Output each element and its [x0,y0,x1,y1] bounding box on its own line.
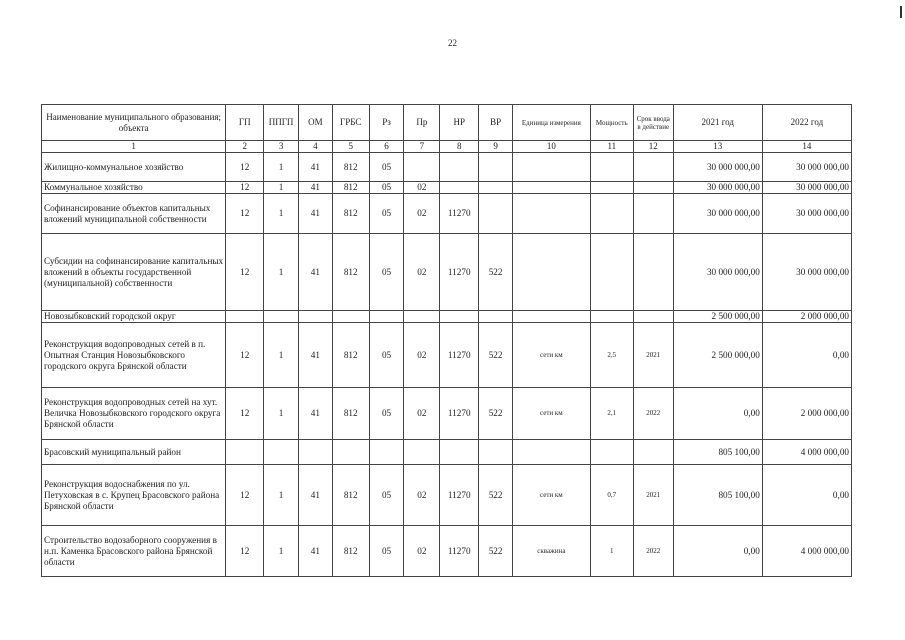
table-cell: 41 [299,388,333,440]
table-cell: 41 [299,465,333,526]
page-number: 22 [448,38,457,48]
header-cell: ГРБС [332,105,369,141]
table-cell [633,440,673,465]
table-cell: 812 [332,323,369,388]
table-cell [512,194,590,234]
row-name-cell: Новозыбковский городской округ [42,311,226,323]
table-cell: сети км [512,465,590,526]
header-cell: Пр [404,105,440,141]
header-cell: ГП [226,105,264,141]
table-cell: 1 [264,388,299,440]
table-cell: 12 [226,526,264,577]
table-cell: 1 [590,526,633,577]
table-cell: 2,1 [590,388,633,440]
table-cell: 812 [332,526,369,577]
column-number-row [42,141,852,153]
table-cell [512,234,590,311]
row-name-cell: Реконструкция водоснабжения по ул. Петуховская в с. Крупец Брасовского района Брянской области [42,465,226,526]
table-cell: 0,00 [762,465,851,526]
row-name-cell: Реконструкция водопроводных сетей на хут. Величка Новозыбковского городского округа Брянской области [42,388,226,440]
table-cell: 1 [264,526,299,577]
table-cell: 812 [332,465,369,526]
table-cell [369,440,404,465]
table-cell: 05 [369,234,404,311]
table-cell: 2022 [633,526,673,577]
table-cell [590,440,633,465]
header-cell: Мощность [590,105,633,141]
table-cell: 30 000 000,00 [673,153,762,182]
table-cell: 41 [299,526,333,577]
table-cell: 2 500 000,00 [673,311,762,323]
table-cell: 812 [332,153,369,182]
table-cell: 30 000 000,00 [673,194,762,234]
table-cell: 0,00 [673,526,762,577]
header-cell: 2021 год [673,105,762,141]
column-number-cell: 4 [299,141,333,153]
table-cell [299,440,333,465]
table-cell: 05 [369,388,404,440]
table-cell: 522 [479,526,513,577]
table-cell [479,311,513,323]
header-cell: Наименование муниципального образования; объекта [42,105,226,141]
table-cell: 11270 [440,234,479,311]
table-cell: 805 100,00 [673,465,762,526]
table-cell: 02 [404,388,440,440]
table-cell: 12 [226,182,264,194]
table-cell [590,311,633,323]
header-cell: Срок ввода в действие [633,105,673,141]
row-name-cell: Брасовский муниципальный район [42,440,226,465]
table-cell: 02 [404,182,440,194]
table-cell [440,153,479,182]
column-number-cell: 8 [440,141,479,153]
table-cell [512,153,590,182]
column-number-cell: 1 [42,141,226,153]
table-cell [590,234,633,311]
table-row [42,311,852,323]
column-number-cell: 14 [762,141,851,153]
table-cell: 30 000 000,00 [762,182,851,194]
table-row [42,182,852,194]
page-edge-mark [900,6,902,18]
table-cell [479,194,513,234]
row-name-cell: Субсидии на софинансирование капитальных вложений в объекты государственной (муниципальной) собственности [42,234,226,311]
table-cell: 02 [404,194,440,234]
table-cell: 12 [226,234,264,311]
table-cell: 02 [404,526,440,577]
table-cell: 522 [479,465,513,526]
table-cell: 05 [369,182,404,194]
table-cell [226,440,264,465]
header-cell: ВР [479,105,513,141]
table-cell: 05 [369,323,404,388]
table-cell: сети км [512,323,590,388]
table-cell [633,234,673,311]
table-cell [633,311,673,323]
header-cell: Рз [369,105,404,141]
table-cell: 41 [299,323,333,388]
table-cell [404,311,440,323]
table-cell: сети км [512,388,590,440]
table-cell: 05 [369,526,404,577]
table-cell: 12 [226,194,264,234]
table-cell: 2022 [633,388,673,440]
table-cell: 1 [264,323,299,388]
table-cell: 4 000 000,00 [762,526,851,577]
table-cell: 1 [264,153,299,182]
table-cell: 1 [264,234,299,311]
column-number-cell: 2 [226,141,264,153]
row-name-cell: Реконструкция водопроводных сетей в п. Опытная Станция Новозыбковского городского округа Брянской области [42,323,226,388]
table-cell: 11270 [440,526,479,577]
table-cell [479,440,513,465]
table-cell [512,311,590,323]
table-cell [369,311,404,323]
column-number-cell: 6 [369,141,404,153]
table-cell [299,311,333,323]
table-cell: 11270 [440,465,479,526]
table-cell: 1 [264,182,299,194]
table-cell: 2 000 000,00 [762,388,851,440]
table-cell: 0,7 [590,465,633,526]
table-cell: 02 [404,323,440,388]
column-number-cell: 13 [673,141,762,153]
table-cell: 11270 [440,194,479,234]
header-cell: ОМ [299,105,333,141]
table-cell [440,440,479,465]
table-cell: 41 [299,153,333,182]
table-cell [590,153,633,182]
budget-table [41,104,852,577]
table-cell [332,311,369,323]
table-cell [590,182,633,194]
table-cell: 12 [226,323,264,388]
column-number-cell: 3 [264,141,299,153]
table-cell: 12 [226,388,264,440]
table-row [42,194,852,234]
header-cell: ППГП [264,105,299,141]
table-cell: 2021 [633,465,673,526]
table-cell [440,311,479,323]
table-cell: 522 [479,234,513,311]
table-cell: 11270 [440,323,479,388]
table-cell: 41 [299,194,333,234]
table-cell: 30 000 000,00 [762,194,851,234]
table-cell: 30 000 000,00 [762,153,851,182]
table-cell: 30 000 000,00 [673,182,762,194]
table-row [42,526,852,577]
column-number-cell: 5 [332,141,369,153]
table-cell: 812 [332,182,369,194]
table-cell: 812 [332,234,369,311]
table-cell: 2 000 000,00 [762,311,851,323]
table-cell [264,440,299,465]
header-cell: НР [440,105,479,141]
table-cell: 30 000 000,00 [673,234,762,311]
table-cell: 12 [226,465,264,526]
row-name-cell: Софинансирование объектов капитальных вложений муниципальной собственности [42,194,226,234]
table-cell [512,440,590,465]
table-cell: 11270 [440,388,479,440]
table-cell: 812 [332,194,369,234]
header-cell: 2022 год [762,105,851,141]
column-number-cell: 12 [633,141,673,153]
header-row [42,105,852,141]
table-cell: 4 000 000,00 [762,440,851,465]
table-cell: 0,00 [762,323,851,388]
table-cell [404,440,440,465]
header-cell: Единица измерения [512,105,590,141]
table-cell [633,153,673,182]
table-cell: 812 [332,388,369,440]
table-cell [479,182,513,194]
column-number-cell: 10 [512,141,590,153]
table-cell [633,182,673,194]
table-cell: 02 [404,465,440,526]
table-row [42,440,852,465]
table-cell: 30 000 000,00 [762,234,851,311]
row-name-cell: Жилищно-коммунальное хозяйство [42,153,226,182]
table-cell: 41 [299,182,333,194]
table-cell [633,194,673,234]
table-cell [590,194,633,234]
table-cell: 05 [369,465,404,526]
table-row [42,234,852,311]
table-cell [404,153,440,182]
table-cell: 02 [404,234,440,311]
table-cell: 2,5 [590,323,633,388]
table-row [42,465,852,526]
table-cell: скважина [512,526,590,577]
table-cell: 05 [369,194,404,234]
table-cell [440,182,479,194]
table-cell: 0,00 [673,388,762,440]
table-row [42,153,852,182]
table-cell: 522 [479,388,513,440]
table-cell: 805 100,00 [673,440,762,465]
table-cell: 522 [479,323,513,388]
column-number-cell: 9 [479,141,513,153]
table-cell: 2 500 000,00 [673,323,762,388]
table-cell: 1 [264,194,299,234]
table-cell [264,311,299,323]
column-number-cell: 7 [404,141,440,153]
row-name-cell: Строительство водозаборного сооружения в н.п. Каменка Брасовского района Брянской области [42,526,226,577]
row-name-cell: Коммунальное хозяйство [42,182,226,194]
table-cell [332,440,369,465]
table-row [42,388,852,440]
table-cell: 41 [299,234,333,311]
table-cell [479,153,513,182]
table-cell: 1 [264,465,299,526]
table-row [42,323,852,388]
table-cell: 12 [226,153,264,182]
table-cell [512,182,590,194]
column-number-cell: 11 [590,141,633,153]
table-cell: 2021 [633,323,673,388]
table-cell [226,311,264,323]
table-cell: 05 [369,153,404,182]
